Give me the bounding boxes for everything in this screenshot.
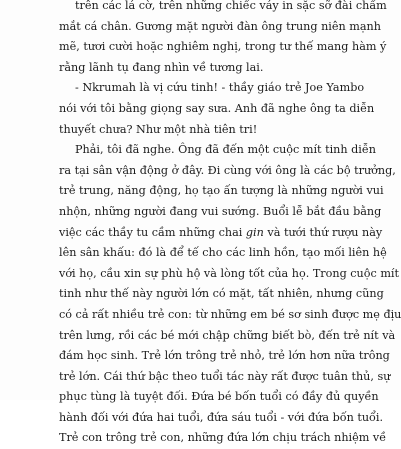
text-line: việc các thầy tu cầm những chai gin và tưới thứ rượu này [59,225,383,239]
text-line: - Nkrumah là vị cứu tinh! - thầy giáo trẻ Joe Yambo [75,81,365,95]
text-line: với họ, cầu xin sự phù hộ và lòng tốt của họ. Trong cuộc mít [59,266,400,280]
text-line: mẽ, tươi cười hoặc nghiêm nghị, trong tư thế mang hàm ý [59,40,387,54]
text-line: có cả rất nhiều trẻ con: từ những em bé sơ sinh được mẹ địu [59,307,401,321]
text-line: trẻ trung, năng động, họ tạo ấn tượng là những người vui [59,184,384,198]
text-line: trẻ lớn. Cái thứ bậc theo tuổi tác này rất được tuân thủ, sự [59,369,391,383]
text-line: nói với tôi bằng giọng say sưa. Anh đã nghe ông ta diễn [59,101,375,115]
text-line: nhộn, những người đang vui sướng. Buổi lễ bắt đầu bằng [59,204,382,218]
text-line: hành đối với đứa hai tuổi, đứa sáu tuổi - với đứa bốn tuổi. [59,410,384,424]
text-line: ra tại sân vận động ở đây. Đi cùng với ông là các bộ trưởng, [59,163,396,177]
body-text [59,0,401,449]
text-line: rằng lãnh tụ đang nhìn về tương lai. [59,60,264,74]
text-line: mắt cá chân. Gương mặt người đàn ông trung niên mạnh [59,19,381,33]
text-line: Phải, tôi đã nghe. Ông đã đến một cuộc mít tinh diễn [75,143,376,157]
text-line: tinh như thế này người lớn có mặt, tất nhiên, nhưng cũng [59,287,384,301]
text-line: Trẻ con trông trẻ con, những đứa lớn chịu trách nhiệm về [59,431,387,445]
text-line: phục tùng là tuyệt đối. Đứa bé bốn tuổi có đầy đủ quyền [59,390,379,404]
text-line: lên sân khấu: đó là để tế cho các linh hồn, tạo mối liên hệ [59,246,387,260]
text-line: thuyết chưa? Như một nhà tiên tri! [59,122,258,136]
text-line: trên lưng, rồi các bé mới chập chững biết bò, đến trẻ nít và [59,328,396,342]
text-line: đám học sinh. Trẻ lớn trông trẻ nhỏ, trẻ lớn hơn nữa trông [59,349,390,363]
text-line: trên các lá cờ, trên những chiếc váy in sặc sỡ đài chấm [75,0,387,12]
